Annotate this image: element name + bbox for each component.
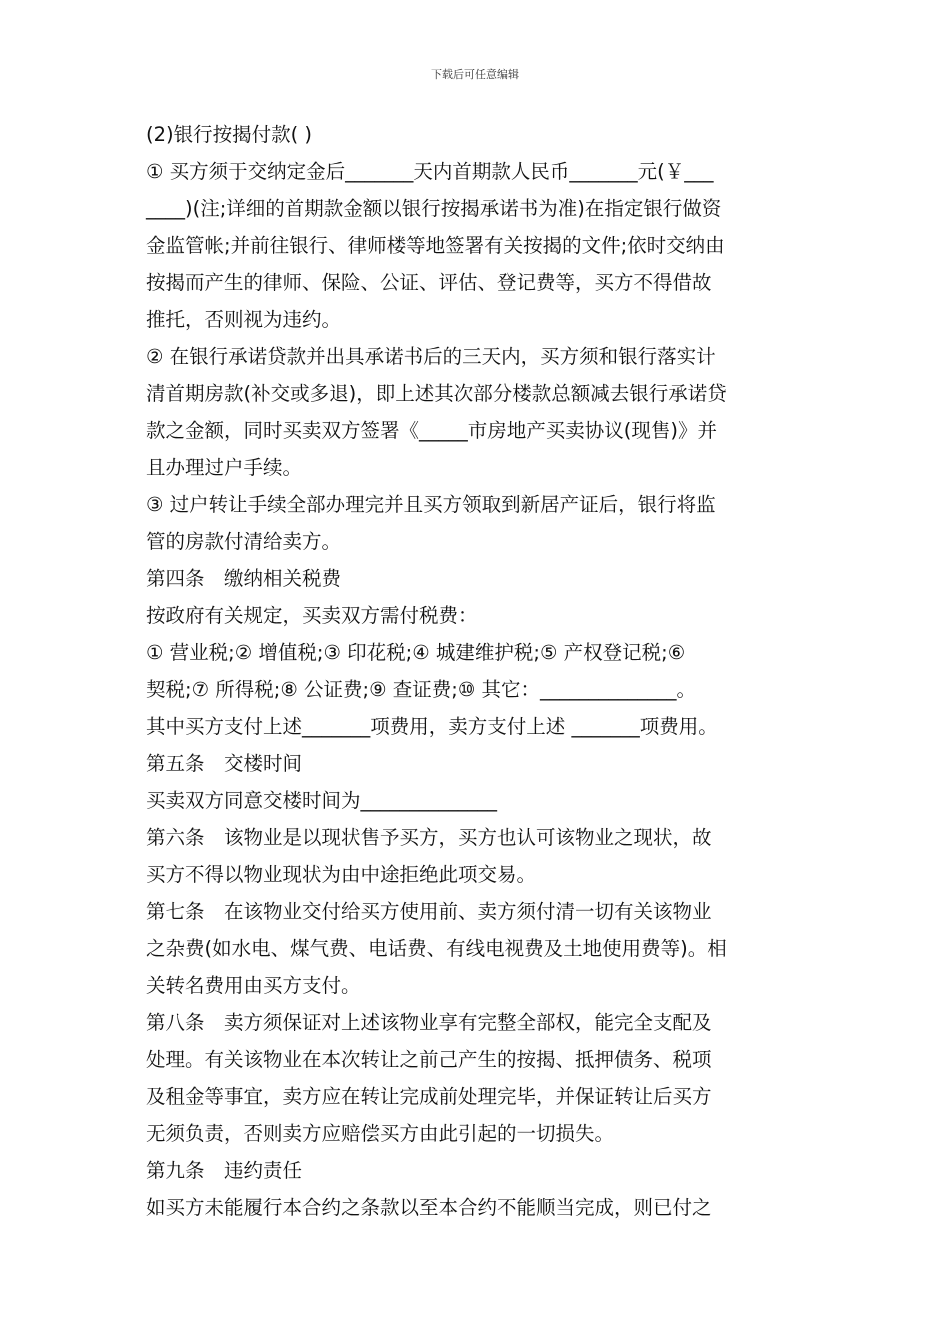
text-line: 买方不得以物业现状为由中途拒绝此项交易。 [146,863,537,886]
text-line: ③ 过户转让手续全部办理完并且买方领取到新居产证后，银行将监 [146,493,716,516]
page-header: 下载后可任意编辑 [431,68,519,81]
text-line: 关转名费用由买方支付。 [146,974,361,997]
text-line: 金监管帐;并前往银行、律师楼等地签署有关按揭的文件;依时交纳由 [146,234,725,257]
section-heading: 第四条 缴纳相关税费 [146,567,342,590]
document-body [146,116,810,1226]
text-line: 其中买方支付上述_______项费用，卖方支付上述 _______项费用。 [146,715,718,738]
text-line: ① 营业税;② 增值税;③ 印花税;④ 城建维护税;⑤ 产权登记税;⑥ [146,641,686,664]
section-heading: 第五条 交楼时间 [146,752,303,775]
text-line: 且办理过户手续。 [146,456,303,479]
text-line: ① 买方须于交纳定金后_______天内首期款人民币_______元(￥___ [146,160,714,183]
text-line: (2)银行按揭付款( ) [146,123,313,146]
text-line: 及租金等事宜，卖方应在转让完成前处理完毕，并保证转让后买方 [146,1085,712,1108]
text-line: 买卖双方同意交楼时间为______________ [146,789,498,812]
text-line: 如买方未能履行本合约之条款以至本合约不能顺当完成，则已付之 [146,1196,712,1219]
text-line: 款之金额，同时买卖双方签署《_____市房地产买卖协议(现售)》并 [146,419,717,442]
text-line: 按揭而产生的律师、保险、公证、评估、登记费等，买方不得借故 [146,271,712,294]
text-line: 处理。有关该物业在本次转让之前己产生的按揭、抵押债务、税项 [146,1048,712,1071]
text-line: 无须负责，否则卖方应赔偿买方由此引起的一切损失。 [146,1122,615,1145]
text-line: 第八条 卖方须保证对上述该物业享有完整全部权，能完全支配及 [146,1011,712,1034]
text-line: 第七条 在该物业交付给买方使用前、卖方须付清一切有关该物业 [146,900,712,923]
text-line: ____)(注;详细的首期款金额以银行按揭承诺书为准)在指定银行做资 [146,197,722,220]
text-line: 管的房款付清给卖方。 [146,530,342,553]
text-line: 推托，否则视为违约。 [146,308,342,331]
text-line: 按政府有关规定，买卖双方需付税费： [146,604,478,627]
section-heading: 第九条 违约责任 [146,1159,303,1182]
text-line: 之杂费(如水电、煤气费、电话费、有线电视费及土地使用费等)。相 [146,937,727,960]
text-line: 契税;⑦ 所得税;⑧ 公证费;⑨ 查证费;⑩ 其它：______________。 [146,678,696,701]
text-line: 第六条 该物业是以现状售予买方，买方也认可该物业之现状，故 [146,826,712,849]
text-line: ② 在银行承诺贷款并出具承诺书后的三天内，买方须和银行落实计 [146,345,716,368]
text-line: 清首期房款(补交或多退)，即上述其次部分楼款总额减去银行承诺贷 [146,382,727,405]
